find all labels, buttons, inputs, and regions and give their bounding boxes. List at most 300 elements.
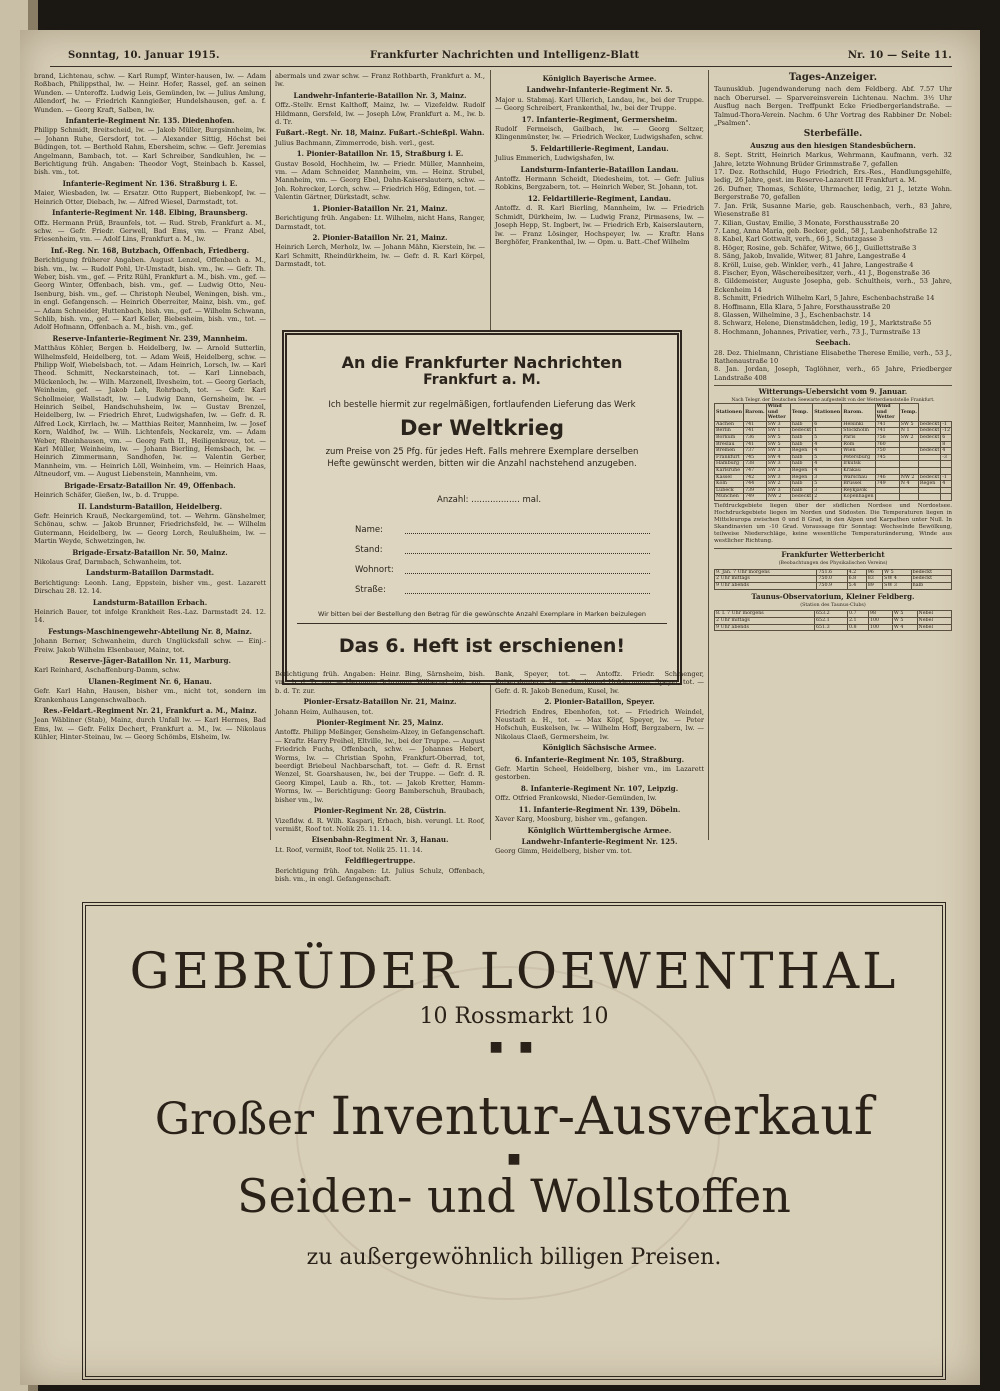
table-cell: 651.3 bbox=[815, 624, 848, 631]
weather-table bbox=[714, 403, 952, 501]
regiment-heading: Inf.-Reg. Nr. 168, Butzbach, Offenbach, Friedberg. bbox=[50, 245, 250, 255]
casualty-entry: Jean Wäbliner (Stab), Mainz, durch Unfall lw. — Karl Hermes, Bad Ems, lw. — Gefr. Felix Dechert, Frankfurt a. M., lw. — Nikolaus Kühler, Hinter-Steinau, lw. — Georg Schömbs, Elsheim, lw. bbox=[34, 716, 266, 742]
death-notice: 8. Kröll, Luise, geb. Winkler, verh., 41 Jahre, Langestraße 4 bbox=[714, 260, 914, 269]
table-cell: 8 bbox=[941, 441, 952, 448]
deaths-title: Sterbefälle. bbox=[803, 129, 863, 140]
ad-sale-prefix: Großer bbox=[154, 1094, 315, 1145]
casualty-entry: Heinrich Bauer, tot infolge Krankheit Res.-Laz. Darmstadt 24. 12. 14. bbox=[34, 607, 266, 625]
table-cell: 83 bbox=[866, 576, 882, 583]
table-cell: 2.1 bbox=[847, 617, 868, 624]
casualty-entry: Antoffz. Philipp Meßinger, Gensheim-Alzey, in Gefangenschaft. — Kraftr. Harry Preihel, Eltville, lw., bei der Truppe. — August Friedrich Fuchs, Offenbach, schw. — Johannes Hebert, Worms, lw. — Christian Spohn, Frankfurt-Oberrad, tot, beerdigt Briebeul Nachbarschaft, tot. — Gefr. d. R. Ernst Wenzel, St. Goarshausen, lw., bei der Truppe. — Gefr. d. R. Georg Kimpel, Laub a. Rh., tot. — Jakob Kretter, Hamm-Worms, lw. — Berichtigung: Georg Bamberschuh, Braubach, bisher vm., lw. bbox=[275, 728, 485, 804]
casualty-entry: Berichtigung früh. Angaben: Lt. Julius Schulz, Offenbach, bish. vm., in engl. Gefangenschaft. bbox=[275, 866, 485, 883]
subscription-order-form bbox=[282, 330, 682, 685]
table-cell: 4 bbox=[813, 467, 842, 474]
table-cell: halb bbox=[790, 481, 812, 488]
table-cell: -1 bbox=[941, 474, 952, 481]
weather-title: Witterungs-Uebersicht vom 9. Januar. bbox=[714, 385, 952, 396]
table-header-cell: Barom. bbox=[744, 404, 767, 422]
table-cell bbox=[918, 494, 940, 501]
local-weather-row bbox=[715, 582, 952, 589]
form-wohnort-label: Wohnort: bbox=[355, 565, 394, 575]
table-cell: 744 bbox=[744, 481, 767, 488]
local-weather-title: Frankfurter Wetterbericht bbox=[714, 548, 952, 559]
table-cell: Paris bbox=[842, 435, 875, 442]
daily-notices-title: Tages-Anzeiger. bbox=[788, 72, 878, 83]
death-notice: 26. Dufner, Thomas, Schlöte, Uhrmacher, ledig, 21 J., letzte Wohn. Bergerstraße 70, gefallen bbox=[714, 184, 952, 202]
regiment-heading: Königlich Württembergische Armee. bbox=[527, 825, 672, 835]
form-stand-field[interactable] bbox=[355, 545, 383, 555]
table-cell bbox=[941, 467, 952, 474]
regiment-heading: Eisenbahn-Regiment Nr. 3, Hanau. bbox=[311, 835, 449, 845]
casualty-entry: Georg Gimm, Heidelberg, bisher vm. tot. bbox=[495, 847, 633, 856]
death-notice: 8. Kabel, Karl Gottwalt, verh., 66 J., Schutzgasse 3 bbox=[714, 235, 884, 244]
table-cell: 746 bbox=[875, 474, 899, 481]
table-cell bbox=[941, 461, 952, 468]
casualty-entry: Gefr. Karl Hahn, Hausen, bisher vm., nicht tot, sondern im Krankenhaus Langenschwalbach. bbox=[34, 687, 266, 704]
regiment-heading: Landwehr-Infanterie-Regiment Nr. 125. bbox=[521, 836, 678, 846]
table-cell: SW 3 bbox=[766, 474, 790, 481]
taunus-weather-row bbox=[715, 624, 952, 631]
regiment-heading: Königlich Bayerische Armee. bbox=[542, 74, 657, 83]
table-header-cell: Stationen bbox=[813, 404, 842, 422]
table-cell bbox=[875, 487, 899, 494]
column-rule bbox=[270, 70, 271, 840]
table-cell: SW 1 bbox=[766, 428, 790, 435]
regiment-heading: Königlich Sächsische Armee. bbox=[542, 743, 657, 753]
regiment-heading: 8. Infanterie-Regiment Nr. 107, Leipzig. bbox=[520, 783, 679, 793]
regiment-heading: Reserve-Jäger-Bataillon Nr. 11, Marburg. bbox=[69, 656, 231, 665]
table-cell: SW 4 bbox=[766, 454, 790, 461]
table-cell: 742 bbox=[744, 474, 767, 481]
casualty-list-column-3-bottom bbox=[495, 670, 704, 856]
table-cell: bedeckt bbox=[911, 569, 951, 576]
table-cell: halb bbox=[790, 421, 812, 428]
table-cell: Regen bbox=[790, 474, 812, 481]
table-cell: SW 3 bbox=[766, 467, 790, 474]
ad-price-note: zu außergewöhnlich billigen Preisen. bbox=[306, 1245, 722, 1270]
table-cell: Irkutsk bbox=[842, 461, 875, 468]
table-cell bbox=[899, 461, 918, 468]
table-cell: 5 bbox=[813, 435, 842, 442]
casualty-entry: Heinrich Schäfer, Gießen, lw., b. d. Truppe. bbox=[34, 491, 179, 500]
regiment-heading: 11. Infanterie-Regiment Nr. 139, Döbeln. bbox=[518, 804, 681, 814]
table-cell: 1 bbox=[813, 428, 842, 435]
table-cell: Brüssel bbox=[842, 481, 875, 488]
death-notice: 8. Gildemeister, Auguste Josepha, geb. Schultheis, verh., 53 Jahre, Eckenheim 14 bbox=[714, 277, 952, 294]
form-stand-label: Stand: bbox=[355, 545, 383, 555]
casualty-entry: Nikolaus Graf, Darmbach, Schwanheim, tot. bbox=[34, 557, 182, 566]
taunus-subtitle: (Station des Taunus-Clubs) bbox=[800, 602, 866, 608]
table-cell: W 5 bbox=[892, 617, 917, 624]
table-cell: 6 bbox=[813, 421, 842, 428]
table-cell: halb bbox=[790, 435, 812, 442]
regiment-heading: 5. Feldartillerie-Regiment, Landau. bbox=[530, 143, 669, 153]
table-cell: Karlsruhe bbox=[715, 467, 744, 474]
regiment-heading: Landsturm-Bataillon Erbach. bbox=[92, 597, 208, 607]
form-name-label: Name: bbox=[355, 525, 383, 535]
death-notice: 7. Jan. Frik, Susanne Marie, geb. Rauschenbach, verh., 83 Jahre, Wiesenstraße 81 bbox=[714, 201, 952, 219]
regiment-heading: 6. Infanterie-Regiment Nr. 105, Straßburg. bbox=[514, 754, 685, 764]
casualty-entry: Vizefldw. d. R. Wilh. Kaspari, Erbach, bish. verungl. Lt. Roof, vermißt, Roof tot. Nolik 25. 11. 14. bbox=[275, 816, 485, 833]
table-cell: SW 5 bbox=[766, 435, 790, 442]
table-cell: Aachen bbox=[715, 421, 744, 428]
table-cell: 6.8 bbox=[847, 576, 866, 583]
local-weather-table bbox=[714, 569, 952, 590]
weather-row bbox=[715, 487, 952, 494]
table-cell: SW 3 bbox=[766, 448, 790, 455]
table-cell: 2 bbox=[813, 494, 842, 501]
table-cell: bedeckt bbox=[791, 494, 812, 500]
table-cell bbox=[899, 487, 918, 494]
casualty-entry: brand, Lichtenau, schw. — Karl Rumpf, Winter-hausen, lw. — Adam Roßbach, Philippsthal, lw. — Heinr. Hofer, Rassel, gef. an seinen Wunden. — Unteroffz. Ludwig Leis, Gemünden, lw. — Julius Amlung, Allendorf, lw. — Friedrich Kanngießer, Hundelshausen, gef. a. f. Wunden. — Georg Kraft, Salben, lw. bbox=[34, 72, 266, 114]
table-cell: halb bbox=[790, 441, 812, 448]
form-divider bbox=[297, 623, 667, 624]
table-cell: 745 bbox=[744, 454, 767, 461]
regiment-heading: Feldfliegertruppe. bbox=[344, 856, 416, 866]
table-cell: Regen bbox=[790, 448, 812, 455]
table-header-cell: Wind und Wetter bbox=[766, 404, 790, 422]
death-notice: 8. Hochmann, Johannes, Privatier, verh., 73 J., Turmstraße 13 bbox=[714, 327, 921, 336]
table-cell: W 4 bbox=[892, 624, 917, 631]
table-cell bbox=[875, 461, 899, 468]
weather-row bbox=[715, 481, 952, 488]
table-cell: 9. Jan. 7 Uhr morgens bbox=[715, 569, 817, 576]
table-cell: 4 bbox=[813, 448, 842, 455]
table-cell: 750.9 bbox=[817, 582, 847, 589]
table-cell: SW 5 bbox=[766, 441, 790, 448]
regiment-heading: Landwehr-Infanterie-Regiment Nr. 5. bbox=[526, 85, 673, 95]
taunus-title: Taunus-Observatorium, Kleiner Feldberg. bbox=[751, 591, 915, 601]
regiment-heading: 1. Pionier-Bataillon Nr. 21, Mainz. bbox=[312, 203, 448, 213]
table-cell bbox=[899, 494, 918, 501]
table-cell: 747 bbox=[744, 467, 767, 474]
casualty-entry: Major u. Stabmaj. Karl Ullerich, Landau, lw., bei der Truppe. — Georg Schreibert, Frankenthal, lw., bei der Truppe. bbox=[495, 95, 704, 113]
ad-address: 10 Rossmarkt 10 bbox=[419, 1004, 609, 1029]
table-cell: 6 bbox=[941, 435, 952, 442]
form-name-field[interactable] bbox=[355, 525, 383, 535]
regiment-heading: Reserve-Infanterie-Regiment Nr. 239, Mannheim. bbox=[52, 333, 248, 343]
table-cell: München bbox=[715, 494, 744, 501]
casualty-entry: Heinrich Lerch, Merholz, lw. — Johann Mähn, Kierstein, lw. — Karl Schmitt, Rheindürkheim, lw. — Gefr. d. R. Karl Körpel, Darmstadt, tot. bbox=[275, 243, 485, 269]
table-cell: 741 bbox=[875, 421, 899, 428]
table-cell: 89 bbox=[866, 582, 882, 589]
table-cell: SW 2 bbox=[766, 481, 790, 488]
table-cell: Regen bbox=[790, 467, 812, 474]
table-cell bbox=[918, 454, 940, 461]
table-cell: SW 3 bbox=[766, 461, 790, 468]
ad-sale-main: Inventur-Ausverkauf bbox=[330, 1087, 874, 1147]
casualty-entry: Gefr. Martin Scheel, Heidelberg, bisher vm., im Lazarett gestorben. bbox=[495, 765, 704, 782]
casualty-entry: Offz. Otfried Frankowski, Nieder-Gemünden, lw. bbox=[495, 794, 657, 803]
table-cell: 100 bbox=[868, 624, 892, 631]
table-cell: SW 3 bbox=[766, 487, 790, 494]
table-cell: bedeckt bbox=[919, 421, 940, 427]
table-cell: 652.1 bbox=[815, 617, 848, 624]
table-cell: Helsinki bbox=[842, 421, 875, 428]
table-cell: Reykjavik bbox=[842, 487, 875, 494]
form-quantity-field[interactable]: Anzahl: .................. mal. bbox=[437, 495, 542, 505]
form-title: An die Frankfurter Nachrichten bbox=[341, 353, 623, 372]
table-cell: 98 bbox=[868, 611, 892, 618]
regiment-heading: Infanterie-Regiment Nr. 135. Diedenhofen. bbox=[65, 116, 235, 126]
table-cell: 4.2 bbox=[847, 569, 866, 576]
casualty-list-column-1 bbox=[34, 72, 266, 847]
table-cell: 9 Uhr abends bbox=[715, 624, 815, 631]
page-header bbox=[50, 48, 952, 67]
ad-firm-name: GEBRÜDER LOEWENTHAL bbox=[129, 942, 899, 1000]
casualty-entry: Berichtigung früh. Angaben: Heinr. Bing, Särnsheim, bish. vm., b. d. Tr. zur. — Hermann Schramm, Wilbernd, bish. vm., b. d. Tr. zur. bbox=[275, 670, 485, 695]
weather-row bbox=[715, 474, 952, 481]
table-cell: SW 3 bbox=[766, 421, 790, 428]
table-cell: 0.7 bbox=[847, 611, 868, 618]
table-cell bbox=[899, 448, 918, 455]
table-cell: halb bbox=[790, 461, 812, 468]
death-notice: 17. Dez. Rothschild, Hugo Friedrich, Ers.-Res., Handlungsgehilfe, ledig, 26 Jahre, gest. im Reserve-Lazarett III Frankfurt a. M. bbox=[714, 168, 952, 185]
table-header-cell: Barom. bbox=[842, 404, 875, 422]
table-cell: Lübeck bbox=[715, 487, 744, 494]
table-cell: 751.6 bbox=[817, 569, 847, 576]
table-cell bbox=[918, 461, 940, 468]
weather-row bbox=[715, 421, 952, 428]
taunus-weather-table bbox=[714, 610, 952, 631]
table-header-cell: Wind und Wetter bbox=[875, 404, 899, 422]
table-cell bbox=[918, 487, 940, 494]
deaths-list bbox=[714, 151, 952, 336]
table-cell: Petersburg bbox=[842, 454, 875, 461]
regiment-heading: Infanterie-Regiment Nr. 136. Straßburg i. E. bbox=[62, 178, 238, 188]
casualty-entry: Xaver Karg, Moosburg, bisher vm., gefangen. bbox=[495, 815, 648, 824]
death-notice: 8. Schwarz, Helene, Dienstmädchen, ledig, 19 J., Marktstraße 55 bbox=[714, 319, 932, 328]
regiment-heading: Landsturm-Bataillon Darmstadt. bbox=[85, 568, 215, 578]
table-cell: Köln bbox=[715, 481, 744, 488]
daily-notices-text: Taunusklub. Jugendwanderung nach dem Feldberg. Abf. 7.57 Uhr nach Oberursel. — Sparvereinsverein Lichtenau. Nachm. 3½ Uhr Ausflug nach Bergen. Treffpunkt Ecke Friedbergerlandstraße. — Talmud-Thora-Verein. Nachm. 6 Uhr Vortrag des Rabbiner Dr. Nobel: „Psalmen". bbox=[714, 85, 952, 128]
weather-row bbox=[715, 494, 952, 501]
form-work-title: Der Weltkrieg bbox=[399, 416, 565, 440]
casualty-entry: Rudolf Fermeisch, Gailbach, lw. — Georg Seltzer, Klingenmünster, lw. — Friedrich Wecker, Ludwigshafen, schw. bbox=[495, 125, 704, 142]
regiment-heading: Landwehr-Infanterie-Bataillon Nr. 3, Mainz. bbox=[293, 90, 467, 100]
death-notice: 8. Fischer, Eyon, Wäschereibesitzer, verh., 41 J., Bogenstraße 36 bbox=[714, 268, 930, 277]
table-cell: Wien bbox=[842, 448, 875, 455]
taunus-weather-row bbox=[715, 611, 952, 618]
table-cell: 4 bbox=[941, 481, 952, 488]
form-city: Frankfurt a. M. bbox=[423, 372, 541, 388]
death-notice: 7. Kilian, Gustav, Emilie, 3 Monate, Forsthausstraße 20 bbox=[714, 218, 900, 227]
table-cell: -3 bbox=[941, 454, 952, 461]
deaths-subtitle: Auszug aus den hiesigen Standesbüchern. bbox=[750, 140, 916, 150]
advertisement-watermark bbox=[296, 966, 720, 1300]
form-order-text: Ich bestelle hiermit zur regelmäßigen, fortlaufenden Lieferung das Werk bbox=[328, 400, 636, 410]
casualty-entry: Johann Heim, Aulhausen, tot. bbox=[275, 707, 374, 716]
death-notice: 8. Schmitt, Friedrich Wilhelm Karl, 5 Jahre, Eschenbachstraße 14 bbox=[714, 294, 935, 303]
table-cell: 8. I. 7 Uhr morgens bbox=[715, 611, 815, 618]
regiment-heading: Pionier-Regiment Nr. 25, Mainz. bbox=[316, 718, 444, 728]
table-cell: 0.8 bbox=[847, 624, 868, 631]
table-cell: 750.0 bbox=[817, 576, 847, 583]
form-strasse-field[interactable] bbox=[355, 585, 386, 595]
table-cell: 749 bbox=[744, 494, 767, 501]
regiment-heading: 1. Pionier-Bataillon Nr. 15, Straßburg i. E. bbox=[296, 149, 464, 159]
regiment-heading: 12. Feldartillerie-Regiment, Landau. bbox=[527, 193, 672, 203]
death-notice: 7. Lang, Anna Maria, geb. Becker, geld., 58 J., Laubenhofstraße 12 bbox=[714, 226, 938, 235]
casualty-entry: Matthäus Köhler, Bergen b. Heidelberg, lw. — Arnold Sutterlin, Wilhelmsfeld, Heidelberg, tot. — Adam Weiß, Heidelberg, schw. — Philipp Wolf, Wiebelsbach, tot. — Adam Heinrich, Lorsch, lw. — Karl Theod. Schmitt, Neckarsteinach, tot. — Karl Linnebach, Mückenloch, lw. — Wilh. Marzenell, Ilvesheim, tot. — Georg Gerlach, Weinheim, gef. — Jakob Leh, Rohrbach, tot. — Gefr. Karl Schollmeier, Wallstadt, lw. — Ludwig Dann, Gernsheim, lw. — Heinrich Seibel, Handschuhsheim, lw. — Gustav Brenzel, Heidelberg, lw. — Friedrich Ehret, Ludwigshafen, lw. — Gefr. d. R. Alfred Lock, Kirrlach, lw. — Matthias Reiter, Mannheim, lw. — Josef Korn, Waldhof, lw. — Wilh. Lichtenfels, Neckarelz, vm. — Adam Weber, Rheinhausen, vm. — Georg Fath II., Heiligenkreuz, tot. — Karl Müller, Weinheim, lw. — Johann Bierling, Hemsbach, lw. — Heinrich Zimmermann, Sandhofen, lw. — Valentin Gerber, Mannheim, vm. — Heinrich Löll, Weinheim, vm. — Heinrich Haas, Altneudorf, vm. — August Liebenstein, Mannheim, vm. bbox=[34, 344, 266, 479]
form-issue-announcement: Das 6. Heft ist erschienen! bbox=[338, 635, 626, 657]
table-cell: 749 bbox=[875, 481, 899, 488]
local-weather-row bbox=[715, 576, 952, 583]
newspaper-page bbox=[20, 30, 980, 1385]
regiment-heading: Pionier-Regiment Nr. 28, Cüstrin. bbox=[313, 806, 447, 816]
column-rule bbox=[708, 70, 709, 840]
table-cell: 737 bbox=[744, 448, 767, 455]
table-cell: -1 bbox=[941, 421, 952, 428]
table-cell: NW 2 bbox=[899, 474, 918, 481]
casualty-entry: Gefr. Heinrich Krauß, Neckargemünd, tot. — Wehrm. Gänshelmer, Schönau, schw. — Jakob Brunner, Friedrichsfeld, lw. — Wilhelm Gutermann, Heidelberg, lw. — Georg Lorch, Reulußheim, lw. — Martin Weyde, Schwetzingen, lw. bbox=[34, 511, 266, 546]
death-notice: 8. Hoffmann, Ella Klara, 5 Jahre, Forsthausstraße 20 bbox=[714, 302, 891, 311]
table-cell: 745 bbox=[875, 454, 899, 461]
table-cell: halb bbox=[790, 487, 812, 494]
header-page-number: Nr. 10 — Seite 11. bbox=[847, 50, 952, 61]
ad-goods: Seiden- und Wollstoffen bbox=[237, 1169, 791, 1223]
casualty-entry: Gustav Bosold, Hochheim, lw. — Friedr. Müller, Mannheim, vm. — Adam Schneider, Mannheim, vm. — Heinz. Strubel, Mannheim, vm. — Georg Ebel, Dahn-Kaiserslautern, schw. — Joh. Rohrecker, Lorch, schw. — Friedrich Hög, Edingen, tot. — Valentin Gärtner, Dürkstadt, schw. bbox=[275, 159, 485, 202]
casualty-entry: abermals und zwar schw. — Franz Rothbarth, Frankfurt a. M., lw. bbox=[275, 72, 485, 89]
table-cell: Bremen bbox=[715, 448, 744, 455]
weather-forecast-text: Tiefdruckgebiete liegen über der südlichen Nordsee und Nordostsee. Hochdruckgebiete liegen im Norden und Südosten. Die Temperaturen liegen in Mitteleuropa zwischen 0 und 8 Grad, in den Alpen und Karpathen unter Null. In Skandinavien um -10 Grad. Voraussage für Sonntag: Wechselnde Bewölkung, teilweise Niederschläge, keine wesentliche Temperaturänderung, Winde aus westlicher Richtung. bbox=[714, 502, 952, 544]
table-cell: Breslau bbox=[715, 441, 744, 448]
death-notice: 28. Dez. Thielmann, Christiane Elisabethe Therese Emilie, verh., 53 J., Rathenaustraße 10 bbox=[714, 348, 952, 365]
table-cell: 741 bbox=[744, 428, 767, 435]
regiment-heading: 2. Pionier-Bataillon Nr. 21, Mainz. bbox=[312, 232, 448, 242]
table-cell: Nebel bbox=[917, 617, 951, 624]
table-cell: 739 bbox=[744, 487, 767, 494]
table-cell: bedeckt bbox=[911, 576, 951, 583]
casualty-entry: Julius Bachmann, Zimmerrode, bish. verl., gest. bbox=[275, 138, 435, 147]
table-cell: 756 bbox=[875, 435, 899, 442]
table-cell: 3 bbox=[813, 474, 842, 481]
regiment-heading: Ulanen-Regiment Nr. 6, Hanau. bbox=[88, 676, 212, 686]
table-cell: 653.2 bbox=[815, 611, 848, 618]
table-cell: 4 bbox=[941, 448, 952, 455]
table-cell: Kopenhagen bbox=[843, 494, 874, 500]
form-wohnort-field[interactable] bbox=[355, 565, 394, 575]
casualty-entry: Lt. Roof, vermißt, Roof tot. Nolik 25. 11. 14. bbox=[275, 845, 423, 854]
table-cell: Regen bbox=[918, 481, 940, 488]
casualty-entry: Berichtigung: Leonh. Lang, Eppstein, bisher vm., gest. Lazarett Dirschau 28. 12. 14. bbox=[34, 578, 266, 596]
casualty-entry: Offz. Hermann Prüß, Braunfels, tot. — Rud. Streb, Frankfurt a. M., schw. — Gefr. Friedr. Gerwell, Bad Ems, vm. — Franz Abel, Friesenheim, vm. — Adolf Lins, Frankfurt a. M., lw. bbox=[34, 218, 266, 244]
table-cell: 5 bbox=[813, 454, 842, 461]
table-cell: 741 bbox=[875, 428, 899, 435]
casualty-entry: Friedrich Endres, Ebenhofen, tot. — Friedrich Weindel, Neustadt a. H., tot. — Max Köpf, Speyer, lw. — Peter Hofschuh, Euskelsen, lw. — Wilhelm Hoff, Bergzabern, lw. — Nikolaus Claeß, Germersheim, lw. bbox=[495, 707, 704, 741]
form-payment-note: Wir bitten bei der Bestellung den Betrag für die gewünschte Anzahl Exemplare in Marken beizulegen bbox=[317, 610, 647, 618]
table-cell: N 4 bbox=[899, 481, 918, 488]
table-cell: N 1 bbox=[899, 428, 918, 435]
table-cell: SW 5 bbox=[899, 421, 918, 428]
casualty-entry: Offz.-Stellv. Ernst Kalthoff, Mainz, lw. — Vizefeldw. Rudolf Hildmann, Gersfeld, lw. — Joseph Löw, Frankfurt a. M., lw. b. d. Tr. bbox=[275, 101, 485, 127]
regiment-heading: Infanterie-Regiment Nr. 148. Elbing, Braunsberg. bbox=[52, 208, 248, 218]
table-cell: halb bbox=[911, 582, 951, 589]
table-cell: 4 bbox=[813, 461, 842, 468]
casualty-entry: Antoffz. d. R. Karl Bierling, Mannheim, lw. — Friedrich Schmidt, Dürkheim, lw. — Ludwig Franz, Pirmasens, lw. — Joseph Hepp, St. Ingbert, lw. — Friedrich Erb, Kaiserslautern, lw. — Franz Lösinger, Hochspeyer, lw. — Kraftr. Hans Berghöfer, Frankenthal, lw. — Opm. u. Batt.-Chef Wilhelm bbox=[495, 204, 704, 246]
table-cell: 96 bbox=[866, 569, 882, 576]
daily-notices-column bbox=[714, 72, 952, 847]
table-cell: SW 4 bbox=[883, 576, 911, 583]
table-cell: SW 3 bbox=[883, 582, 911, 589]
table-cell: 5 bbox=[813, 481, 842, 488]
table-cell: Kassel bbox=[715, 474, 744, 481]
casualty-entry: Berichtigung früh. Angaben: Lt. Wilhelm, nicht Hans, Ranger, Darmstadt, tot. bbox=[275, 214, 485, 231]
regiment-heading: Brigade-Ersatz-Bataillon Nr. 49, Offenbach. bbox=[64, 480, 236, 490]
header-date: Sonntag, 10. Januar 1915. bbox=[68, 50, 220, 61]
table-cell: Nebel bbox=[917, 611, 951, 618]
regiment-heading: Fußart.-Regt. Nr. 18, Mainz. Fußart.-Schießpl. Wahn. bbox=[275, 128, 485, 138]
table-cell: bedeckt bbox=[919, 435, 940, 440]
table-cell bbox=[941, 494, 952, 501]
weather-row bbox=[715, 435, 952, 442]
local-weather-row bbox=[715, 569, 952, 576]
regiment-heading: Landsturm-Infanterie-Bataillon Landau. bbox=[520, 164, 679, 174]
table-cell: 738 bbox=[744, 461, 767, 468]
casualty-entry: Philipp Schmidt, Breitscheid, lw. — Jakob Müller, Burgsinnheim, lw. — Johann Ruhe, Gersdorf, tot. — Alexander Sittig, Höchst bei Büdingen, tot. — Berthold Rahm, Ebersheim, schw. — Gefr. Jeremias Angelmann, Bambach, tot. — Karl Schreiber, Sandkuhlen, lw. — Berichtigung früh. Angaben: Theodor Vogt, Steinbach b. Kassel, bish. vm., tot. bbox=[34, 126, 266, 177]
local-weather-subtitle: (Beobachtungen des Physikalischen Vereins) bbox=[778, 561, 888, 567]
table-cell: SW 2 bbox=[899, 435, 918, 442]
casualty-entry: Berichtigung früherer Angaben. August Lenzel, Offenbach a. M., bish. vm., lw. — Rudolf Pohl, Ur-Umstadt, bish. vm., lw. — Gefr. Th. Weber, bish. vm., gef. — Fritz Rühl, Frankfurt a. M., bish. vm., gef. — Georg Winter, Offenbach, bish. vm., gef. — Ludwig Otto, Neu-Isenburg, bish. vm., gef. — Christoph Neubel, Weningen, bish. vm., in engl. Gefangensch. — Heinrich Oberreiter, Mainz, bish. vm., gef. — Adam Schneider, Huttenbach, bish. vm., gef. — Wilhelm Schwann, Schlib, bish. vm., gef. — Karl Keller, Biebesheim, bish. vm., tot. — Adolf Hofmann, Offenbach a. M., bish. vm., gef. bbox=[34, 256, 266, 332]
seebach-title: Seebach. bbox=[815, 338, 851, 348]
weather-row bbox=[715, 448, 952, 455]
regiment-heading: 17. Infanterie-Regiment, Germersheim. bbox=[521, 114, 678, 124]
table-header-cell: Stationen bbox=[715, 404, 744, 422]
regiment-heading: 2. Pionier-Bataillon, Speyer. bbox=[544, 697, 655, 707]
table-cell: 100 bbox=[868, 617, 892, 624]
regiment-heading: Brigade-Ersatz-Bataillon Nr. 50, Mainz. bbox=[72, 547, 228, 557]
table-cell: 736 bbox=[744, 435, 767, 442]
table-cell: 5.4 bbox=[847, 582, 866, 589]
casualty-list-column-2-bottom bbox=[275, 670, 485, 883]
ad-ornament-dot: ■ bbox=[507, 1151, 521, 1167]
table-cell: Berlin bbox=[715, 428, 744, 435]
table-cell: W 5 bbox=[883, 569, 911, 576]
table-cell: -12 bbox=[942, 428, 950, 434]
form-price-line-1: zum Preise von 25 Pfg. für jedes Heft. Falls mehrere Exemplare derselben bbox=[325, 447, 639, 457]
table-cell bbox=[918, 441, 940, 448]
weather-subtitle: Nach Telegr. der Deutschen Seewarte aufgestellt von der Wetterdienststelle Frankfurt. bbox=[731, 397, 935, 403]
form-strasse-label: Straße: bbox=[355, 585, 386, 595]
table-cell bbox=[918, 467, 940, 474]
casualty-entry: Julius Emmerich, Ludwigshafen, lw. bbox=[495, 154, 615, 163]
regiment-heading: Festungs-Maschinengewehr-Abteilung Nr. 8, Mainz. bbox=[48, 626, 252, 636]
table-cell: Warschau bbox=[842, 474, 875, 481]
table-cell: 741 bbox=[744, 441, 767, 448]
header-paper-title: Frankfurter Nachrichten und Intelligenz-Blatt bbox=[370, 50, 640, 61]
table-cell: 741 bbox=[744, 421, 767, 428]
table-cell: W 5 bbox=[892, 611, 917, 618]
table-cell: 2 Uhr mittags bbox=[715, 576, 817, 583]
table-cell: 750 bbox=[875, 448, 899, 455]
weather-row bbox=[715, 461, 952, 468]
table-cell: bedeckt bbox=[919, 448, 940, 454]
table-cell: Frankfurt bbox=[715, 454, 744, 461]
table-cell: halb bbox=[790, 454, 812, 461]
casualty-list-column-3-top bbox=[495, 72, 704, 327]
table-cell: 3 bbox=[813, 487, 842, 494]
table-cell: 760 bbox=[875, 441, 899, 448]
casualty-entry: Johann Berner, Schwanheim, durch Unglücksfall schw. — Einj.-Freiw. Jakob Wilhelm Elsenbauer, Mainz, tot. bbox=[34, 637, 266, 654]
table-cell bbox=[899, 454, 918, 461]
table-cell: Rom bbox=[842, 441, 875, 448]
weather-row bbox=[715, 454, 952, 461]
table-cell bbox=[941, 487, 952, 494]
weather-row bbox=[715, 467, 952, 474]
table-cell: 9 Uhr abends bbox=[715, 582, 817, 589]
seebach-list bbox=[714, 349, 952, 383]
table-cell: bedeckt bbox=[919, 428, 940, 434]
